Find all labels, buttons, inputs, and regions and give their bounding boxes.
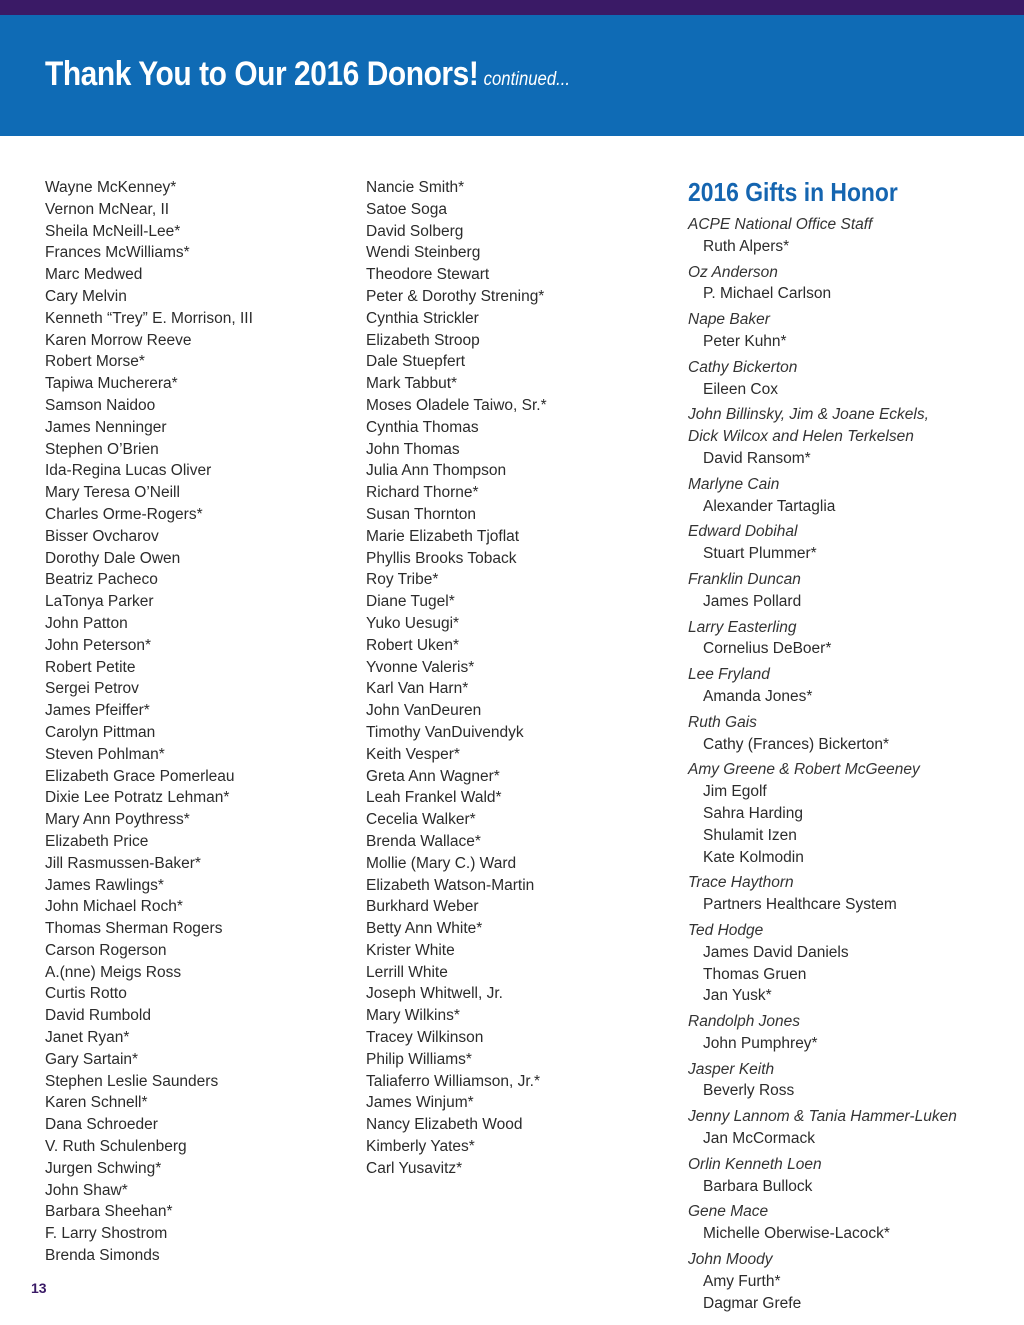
donor-name: Dana Schroeder bbox=[45, 1116, 158, 1134]
donor-name: Jill Rasmussen-Baker* bbox=[45, 854, 201, 872]
honor-donor-list bbox=[688, 543, 1008, 565]
donor-name: Wayne McKenney* bbox=[45, 179, 177, 196]
honor-group bbox=[688, 872, 1008, 916]
donor-name: James Rawlings* bbox=[45, 876, 164, 894]
gifts-in-honor-section bbox=[688, 176, 1008, 1318]
donor-name: Sheila McNeill-Lee* bbox=[45, 222, 181, 240]
honoree-name: Amy Greene & Robert McGeeney bbox=[688, 761, 920, 779]
donor-name: Carson Rogerson bbox=[45, 941, 167, 959]
honoree-name: Orlin Kenneth Loen bbox=[688, 1155, 822, 1173]
honor-donor-name: Sahra Harding bbox=[703, 804, 803, 822]
donor-name: Mark Tabbut* bbox=[366, 375, 458, 393]
honor-donor-name: Thomas Gruen bbox=[703, 965, 807, 983]
honor-donor-list bbox=[688, 686, 1008, 708]
donor-name: Julia Ann Thompson bbox=[366, 462, 507, 480]
honor-donor-list bbox=[688, 894, 1008, 916]
donor-name: Gary Sartain* bbox=[45, 1050, 139, 1068]
honor-donor-list bbox=[688, 638, 1008, 660]
donor-name: Elizabeth Grace Pomerleau bbox=[45, 767, 235, 785]
honor-donor-name: Beverly Ross bbox=[703, 1082, 795, 1100]
honor-group bbox=[688, 474, 1008, 518]
donor-name: Charles Orme-Rogers* bbox=[45, 505, 203, 523]
honoree-name: ACPE National Office Staff bbox=[688, 216, 873, 233]
donor-name: John VanDeuren bbox=[366, 702, 482, 720]
donor-name: V. Ruth Schulenberg bbox=[45, 1138, 187, 1156]
honor-donor-name: Cornelius DeBoer* bbox=[703, 640, 832, 658]
donor-name: John Patton bbox=[45, 614, 128, 632]
honor-group bbox=[688, 920, 1008, 1007]
donor-name: Karl Van Harn* bbox=[366, 680, 469, 698]
honor-donor-name: Jan McCormack bbox=[703, 1130, 815, 1148]
honor-donor-name: Jim Egolf bbox=[703, 783, 767, 801]
donor-name: David Rumbold bbox=[45, 1007, 151, 1025]
donor-name: Joseph Whitwell, Jr. bbox=[366, 985, 503, 1003]
donor-name: Diane Tugel* bbox=[366, 593, 455, 611]
donor-name: Cary Melvin bbox=[45, 287, 127, 305]
honoree-name: John Billinsky, Jim & Joane Eckels, bbox=[688, 406, 929, 424]
donor-name: Marc Medwed bbox=[45, 266, 143, 284]
title-text: Thank You to Our 2016 Donors! bbox=[45, 55, 479, 93]
honor-group bbox=[688, 404, 1008, 469]
honor-donor-name: Alexander Tartaglia bbox=[703, 497, 836, 515]
donor-column-1 bbox=[45, 177, 253, 1267]
honoree-name: Franklin Duncan bbox=[688, 570, 801, 588]
honor-donor-list bbox=[688, 1176, 1008, 1198]
honoree-name: Dick Wilcox and Helen Terkelsen bbox=[688, 428, 914, 446]
donor-name: Lerrill White bbox=[366, 963, 448, 981]
donor-name: LaTonya Parker bbox=[45, 593, 154, 611]
honor-donor-name: James Pollard bbox=[703, 592, 802, 610]
honor-donor-name: Barbara Bullock bbox=[703, 1177, 813, 1195]
honor-donor-name: P. Michael Carlson bbox=[703, 285, 832, 303]
honor-group bbox=[688, 664, 1008, 708]
donor-name: Tracey Wilkinson bbox=[366, 1029, 484, 1047]
honor-donor-name: James David Daniels bbox=[703, 943, 849, 961]
honor-group bbox=[688, 617, 1008, 661]
donor-name: Frances McWilliams* bbox=[45, 244, 190, 262]
donor-name: Mary Teresa O’Neill bbox=[45, 484, 180, 502]
honoree-name: Lee Fryland bbox=[688, 666, 770, 684]
donor-name: Moses Oladele Taiwo, Sr.* bbox=[366, 396, 547, 414]
honor-group bbox=[688, 262, 1008, 306]
donor-name: Yuko Uesugi* bbox=[366, 614, 460, 632]
donor-name: Karen Schnell* bbox=[45, 1094, 148, 1112]
donor-name: John Michael Roch* bbox=[45, 898, 183, 916]
honor-group bbox=[688, 1059, 1008, 1103]
honor-donor-list bbox=[688, 591, 1008, 613]
donor-name: Sergei Petrov bbox=[45, 680, 139, 698]
donor-name: Keith Vesper* bbox=[366, 745, 460, 763]
honor-donor-name: Kate Kolmodin bbox=[703, 848, 804, 866]
donor-name: Mollie (Mary C.) Ward bbox=[366, 854, 517, 872]
donor-name: A.(nne) Meigs Ross bbox=[45, 963, 182, 981]
honor-donor-list bbox=[688, 1271, 1008, 1315]
donor-name: Susan Thornton bbox=[366, 505, 477, 523]
honor-donor-list bbox=[688, 734, 1008, 756]
donor-name: Robert Morse* bbox=[45, 353, 145, 371]
honor-group bbox=[688, 214, 1008, 258]
donor-name: Peter & Dorothy Strening* bbox=[366, 287, 545, 305]
honor-donor-list bbox=[688, 1128, 1008, 1150]
donor-name: John Peterson* bbox=[45, 636, 151, 654]
honor-donor-name: Amanda Jones* bbox=[703, 687, 813, 705]
honor-donor-list bbox=[688, 283, 1008, 305]
donor-name: Marie Elizabeth Tjoflat bbox=[366, 527, 520, 545]
donor-name: Taliaferro Williamson, Jr.* bbox=[366, 1072, 540, 1090]
donor-name: Burkhard Weber bbox=[366, 898, 479, 916]
honor-donor-list bbox=[688, 1080, 1008, 1102]
donor-name: Dixie Lee Potratz Lehman* bbox=[45, 789, 230, 807]
donor-name: Mary Wilkins* bbox=[366, 1007, 460, 1025]
honor-donor-list bbox=[688, 942, 1008, 1007]
donor-name: Nancie Smith* bbox=[366, 179, 465, 196]
donor-name: Dale Stuepfert bbox=[366, 353, 466, 371]
donor-name: Satoe Soga bbox=[366, 200, 448, 218]
donor-name: Jurgen Schwing* bbox=[45, 1159, 162, 1177]
donor-name: James Winjum* bbox=[366, 1094, 474, 1112]
honor-donor-name: John Pumphrey* bbox=[703, 1034, 818, 1052]
donor-name: Bisser Ovcharov bbox=[45, 527, 159, 545]
donor-name: Curtis Rotto bbox=[45, 985, 127, 1003]
donor-name: Ida-Regina Lucas Oliver bbox=[45, 462, 212, 480]
honoree-name: Gene Mace bbox=[688, 1203, 769, 1221]
donor-name: Elizabeth Watson-Martin bbox=[366, 876, 535, 894]
honoree-name: Jenny Lannom & Tania Hammer-Luken bbox=[688, 1108, 957, 1126]
honor-donor-name: Shulamit Izen bbox=[703, 826, 797, 844]
header-banner bbox=[0, 15, 1024, 136]
honor-donor-name: Jan Yusk* bbox=[703, 987, 772, 1005]
honor-donor-list bbox=[688, 1223, 1008, 1245]
honor-donor-name: Michelle Oberwise-Lacock* bbox=[703, 1225, 890, 1243]
donor-name: Carolyn Pittman bbox=[45, 723, 156, 741]
donor-name: Kimberly Yates* bbox=[366, 1138, 475, 1156]
donor-name: Karen Morrow Reeve bbox=[45, 331, 192, 349]
continued-label: continued... bbox=[483, 69, 571, 90]
honor-donor-name: David Ransom* bbox=[703, 449, 811, 467]
honor-group bbox=[688, 1106, 1008, 1150]
donor-name: Cynthia Strickler bbox=[366, 309, 479, 327]
honor-donor-list bbox=[688, 496, 1008, 518]
donor-name: Yvonne Valeris* bbox=[366, 658, 475, 676]
donor-name: Phyllis Brooks Toback bbox=[366, 549, 517, 567]
page-number: 13 bbox=[31, 1280, 47, 1296]
honor-donor-list bbox=[688, 1033, 1008, 1055]
donor-name: Roy Tribe* bbox=[366, 571, 439, 589]
donor-name: Beatriz Pacheco bbox=[45, 571, 158, 589]
honoree-name: Marlyne Cain bbox=[688, 475, 780, 493]
honor-donor-name: Partners Healthcare System bbox=[703, 896, 897, 914]
donor-name: Betty Ann White* bbox=[366, 920, 483, 938]
donor-name: Brenda Simonds bbox=[45, 1247, 160, 1265]
honoree-name: Larry Easterling bbox=[688, 618, 797, 636]
honor-donor-list bbox=[688, 781, 1008, 868]
donor-name: Brenda Wallace* bbox=[366, 832, 481, 850]
donor-name: Mary Ann Poythress* bbox=[45, 811, 190, 829]
honoree-name: Trace Haythorn bbox=[688, 874, 794, 892]
honor-donor-name: Ruth Alpers* bbox=[703, 237, 790, 255]
honor-donor-list bbox=[688, 236, 1008, 258]
honor-donor-name: Amy Furth* bbox=[703, 1272, 781, 1290]
donor-name: Wendi Steinberg bbox=[366, 244, 481, 262]
top-stripe bbox=[0, 0, 1024, 15]
donor-name: Tapiwa Mucherera* bbox=[45, 375, 178, 393]
honoree-name: Nape Baker bbox=[688, 311, 770, 329]
donor-name: John Thomas bbox=[366, 440, 460, 458]
honor-donor-list bbox=[688, 379, 1008, 401]
honoree-name: Jasper Keith bbox=[688, 1060, 775, 1078]
honor-group bbox=[688, 309, 1008, 353]
honor-group bbox=[688, 1201, 1008, 1245]
honor-group bbox=[688, 712, 1008, 756]
donor-name: Robert Petite bbox=[45, 658, 136, 676]
donor-name: James Nenninger bbox=[45, 418, 167, 436]
donor-name: James Pfeiffer* bbox=[45, 702, 150, 720]
donor-name: Stephen Leslie Saunders bbox=[45, 1072, 219, 1090]
donor-name: Samson Naidoo bbox=[45, 396, 156, 414]
donor-name: Dorothy Dale Owen bbox=[45, 549, 181, 567]
donor-name: Richard Thorne* bbox=[366, 484, 479, 502]
honor-donor-name: Peter Kuhn* bbox=[703, 332, 787, 350]
donor-name: Theodore Stewart bbox=[366, 266, 490, 284]
honor-donor-name: Eileen Cox bbox=[703, 380, 778, 398]
donor-name: Nancy Elizabeth Wood bbox=[366, 1116, 523, 1134]
honoree-name: Cathy Bickerton bbox=[688, 358, 798, 376]
honoree-name: Oz Anderson bbox=[688, 263, 778, 281]
honor-group bbox=[688, 1154, 1008, 1198]
donor-name: Elizabeth Stroop bbox=[366, 331, 480, 349]
honor-donor-list bbox=[688, 331, 1008, 353]
gifts-in-honor-heading: 2016 Gifts in Honor bbox=[688, 177, 898, 207]
donor-name: Timothy VanDuivendyk bbox=[366, 723, 524, 741]
page-title bbox=[45, 55, 570, 94]
donor-name: Janet Ryan* bbox=[45, 1029, 130, 1047]
honor-group bbox=[688, 569, 1008, 613]
donor-name: Robert Uken* bbox=[366, 636, 460, 654]
honor-group bbox=[688, 1011, 1008, 1055]
donor-name: John Shaw* bbox=[45, 1181, 128, 1199]
donor-name: Greta Ann Wagner* bbox=[366, 767, 500, 785]
honor-donor-name: Cathy (Frances) Bickerton* bbox=[703, 735, 890, 753]
honoree-name: Edward Dobihal bbox=[688, 523, 798, 541]
honoree-name: John Moody bbox=[688, 1251, 773, 1269]
honor-donor-list bbox=[688, 448, 1008, 470]
donor-name: Barbara Sheehan* bbox=[45, 1203, 173, 1221]
honor-donor-name: Stuart Plummer* bbox=[703, 545, 817, 563]
honor-group bbox=[688, 521, 1008, 565]
honor-donor-name: Dagmar Grefe bbox=[703, 1294, 802, 1312]
donor-name: Krister White bbox=[366, 941, 455, 959]
donor-name: Cynthia Thomas bbox=[366, 418, 479, 436]
donor-name: Thomas Sherman Rogers bbox=[45, 920, 223, 938]
donor-name: Leah Frankel Wald* bbox=[366, 789, 502, 807]
honor-group bbox=[688, 1249, 1008, 1314]
honoree-name: Ted Hodge bbox=[688, 921, 764, 939]
honoree-name: Randolph Jones bbox=[688, 1013, 801, 1031]
honoree-name: Ruth Gais bbox=[688, 713, 757, 731]
donor-name: Carl Yusavitz* bbox=[366, 1159, 463, 1177]
donor-name: Philip Williams* bbox=[366, 1050, 472, 1068]
donor-name: David Solberg bbox=[366, 222, 464, 240]
honor-group bbox=[688, 357, 1008, 401]
honor-group bbox=[688, 759, 1008, 868]
donor-name: Vernon McNear, II bbox=[45, 200, 170, 218]
honor-groups bbox=[688, 214, 1008, 1314]
donor-name: F. Larry Shostrom bbox=[45, 1225, 168, 1243]
donor-name: Steven Pohlman* bbox=[45, 745, 165, 763]
donor-name: Stephen O’Brien bbox=[45, 440, 159, 458]
donor-name: Elizabeth Price bbox=[45, 832, 149, 850]
donor-name: Kenneth “Trey” E. Morrison, III bbox=[45, 309, 253, 327]
donor-column-2 bbox=[366, 177, 547, 1180]
donor-name: Cecelia Walker* bbox=[366, 811, 476, 829]
